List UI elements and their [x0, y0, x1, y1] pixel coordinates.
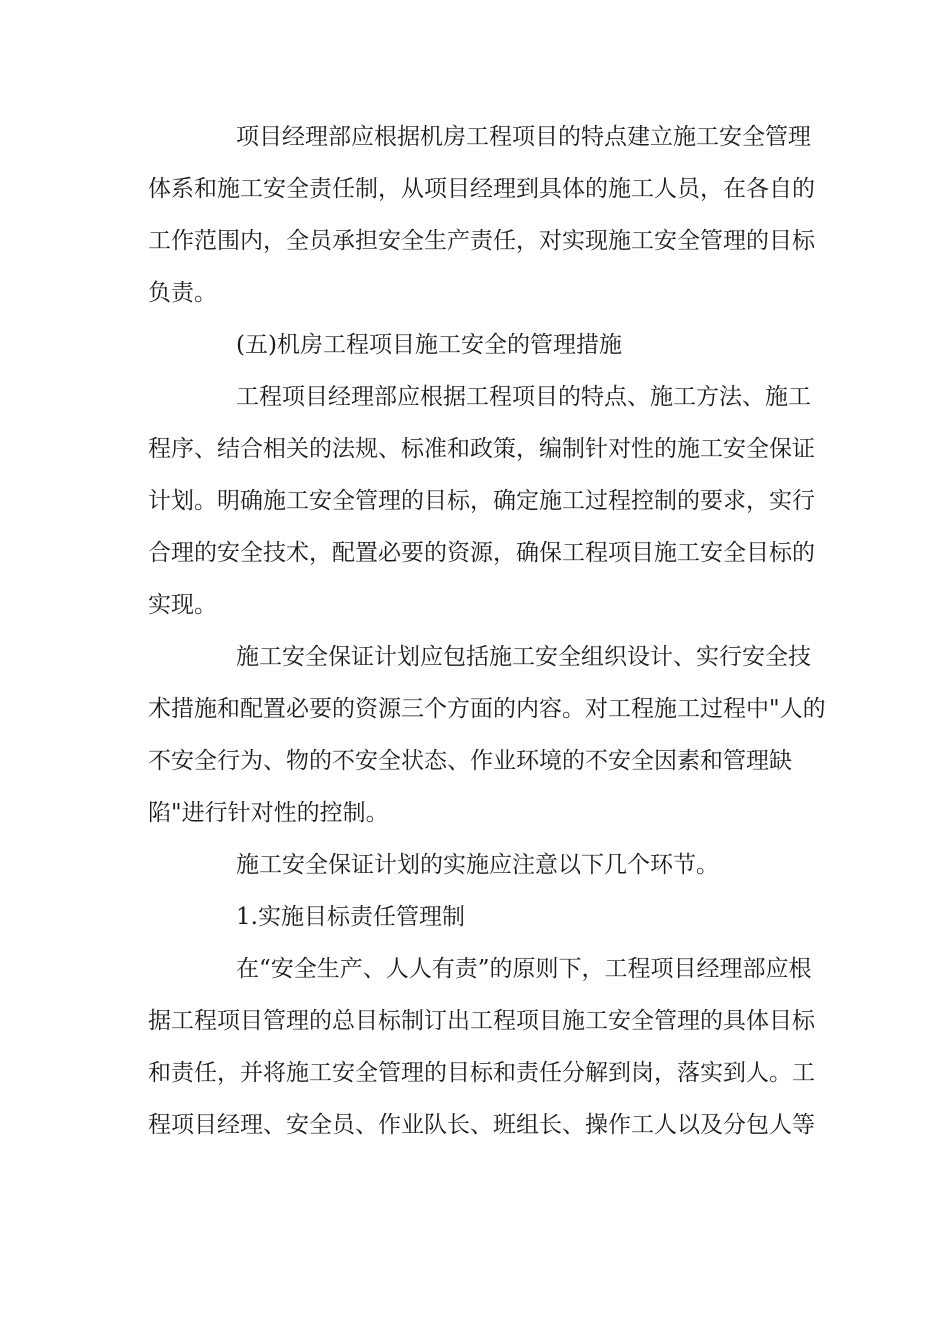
paragraph-1-line-4: 负责。 [148, 280, 217, 306]
paragraph-5-line-1: 在“安全生产、人人有责”的原则下，工程项目经理部应根 [236, 956, 812, 982]
paragraph-5-line-4: 程项目经理、安全员、作业队长、班组长、操作工人以及分包人等 [148, 1112, 815, 1138]
paragraph-2-line-1: 工程项目经理部应根据工程项目的特点、施工方法、施工 [236, 384, 811, 410]
paragraph-4-line-1: 施工安全保证计划的实施应注意以下几个环节。 [236, 852, 719, 878]
paragraph-1-line-2: 体系和施工安全责任制，从项目经理到具体的施工人员，在各自的 [148, 176, 815, 202]
paragraph-2-line-2: 程序、结合相关的法规、标准和政策，编制针对性的施工安全保证 [148, 436, 815, 462]
subsection-heading: 1.实施目标责任管理制 [236, 904, 465, 930]
paragraph-1-line-1: 项目经理部应根据机房工程项目的特点建立施工安全管理 [236, 124, 811, 150]
paragraph-5-line-2: 据工程项目管理的总目标制订出工程项目施工安全管理的具体目标 [148, 1008, 815, 1034]
paragraph-2-line-4: 合理的安全技术，配置必要的资源，确保工程项目施工安全目标的 [148, 540, 815, 566]
paragraph-3-line-2: 术措施和配置必要的资源三个方面的内容。对工程施工过程中"人的 [148, 696, 826, 722]
paragraph-2-line-3: 计划。明确施工安全管理的目标，确定施工过程控制的要求，实行 [148, 488, 815, 514]
paragraph-3-line-4: 陷"进行针对性的控制。 [148, 800, 389, 826]
paragraph-2-line-5: 实现。 [148, 592, 217, 618]
section-heading: (五)机房工程项目施工安全的管理措施 [236, 332, 622, 358]
paragraph-5-line-3: 和责任，并将施工安全管理的目标和责任分解到岗，落实到人。工 [148, 1060, 815, 1086]
paragraph-1-line-3: 工作范围内，全员承担安全生产责任，对实现施工安全管理的目标 [148, 228, 815, 254]
paragraph-3-line-1: 施工安全保证计划应包括施工安全组织设计、实行安全技 [236, 644, 811, 670]
paragraph-3-line-3: 不安全行为、物的不安全状态、作业环境的不安全因素和管理缺 [148, 748, 792, 774]
